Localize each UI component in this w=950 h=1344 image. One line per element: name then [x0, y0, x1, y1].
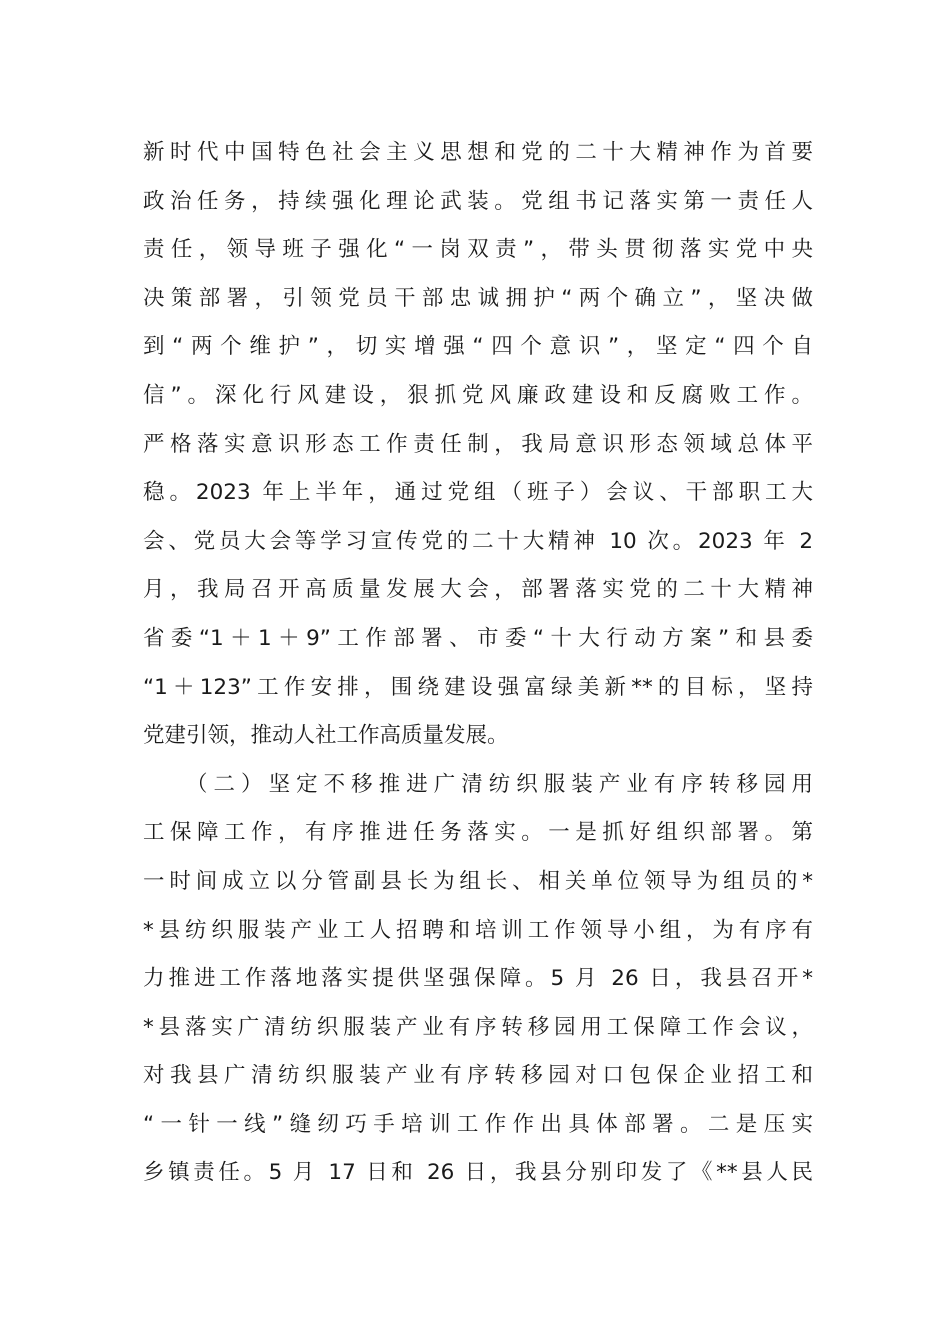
text-line: 决策部署，引领党员干部忠诚拥护“两个确立”，坚决做	[143, 285, 813, 311]
text-line: 乡镇责任。5 月 17 日和 26 日，我县分别印发了《**县人民	[143, 1160, 813, 1186]
text-line: 党建引领，推动人社工作高质量发展。	[143, 723, 509, 749]
text-line: 工保障工作，有序推进任务落实。一是抓好组织部署。第	[143, 820, 813, 846]
text-line: 一时间成立以分管副县长为组长、相关单位领导为组员的*	[143, 868, 813, 894]
text-line: 责任，领导班子强化“一岗双责”，带头贯彻落实党中央	[143, 237, 813, 263]
text-line: *县落实广清纺织服装产业有序转移园用工保障工作会议，	[143, 1014, 813, 1040]
text-line: 月，我局召开高质量发展大会，部署落实党的二十大精神	[143, 577, 813, 603]
text-line: 会、党员大会等学习宣传党的二十大精神 10 次。2023 年 2	[143, 528, 813, 554]
text-line: 力推进工作落地落实提供坚强保障。5 月 26 日，我县召开*	[143, 966, 813, 992]
text-line: 信”。深化行风建设，狠抓党风廉政建设和反腐败工作。	[143, 382, 813, 408]
text-line: “一针一线”缝纫巧手培训工作作出具体部署。二是压实	[143, 1111, 813, 1137]
paragraph-1	[143, 129, 813, 761]
text-line: *县纺织服装产业工人招聘和培训工作领导小组，为有序有	[143, 917, 813, 943]
paragraph-2	[143, 761, 813, 1198]
text-line: 对我县广清纺织服装产业有序转移园对口包保企业招工和	[143, 1063, 813, 1089]
text-line: 稳。2023 年上半年，通过党组（班子）会议、干部职工大	[143, 480, 813, 506]
text-line: 新时代中国特色社会主义思想和党的二十大精神作为首要	[143, 140, 813, 165]
text-line: 到“两个维护”，切实增强“四个意识”，坚定“四个自	[143, 334, 813, 360]
document-body	[143, 129, 813, 1198]
text-line: “1＋123”工作安排，围绕建设强富绿美新**的目标，坚持	[143, 674, 813, 700]
text-line: （二）坚定不移推进广清纺织服装产业有序转移园用	[186, 771, 813, 797]
text-line: 省委“1＋1＋9”工作部署、市委“十大行动方案”和县委	[143, 625, 813, 651]
text-line: 政治任务，持续强化理论武装。党组书记落实第一责任人	[143, 188, 813, 214]
text-line: 严格落实意识形态工作责任制，我局意识形态领域总体平	[143, 431, 813, 457]
